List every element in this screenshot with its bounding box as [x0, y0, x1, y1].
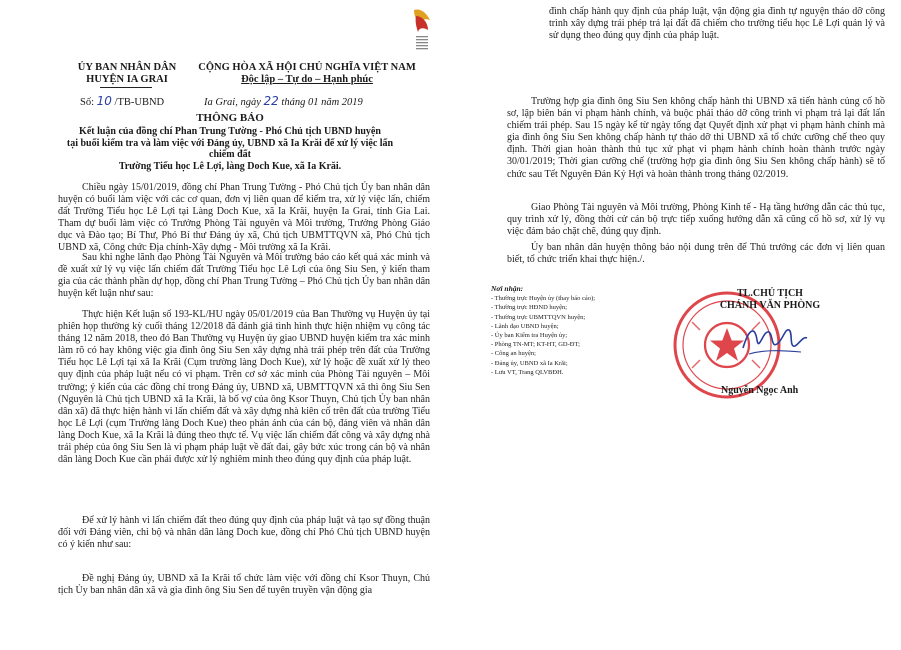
date-prefix: Ia Grai, ngày: [204, 97, 264, 108]
recipient-item: - Thường trực HĐND huyện;: [491, 304, 568, 312]
document-page-1: [0, 0, 450, 650]
signature-icon: [739, 318, 811, 360]
handwritten-day: 22: [263, 94, 279, 108]
nation-name: CỘNG HÒA XÃ HỘI CHỦ NGHĨA VIỆT NAM: [198, 62, 416, 73]
number-prefix: Số:: [80, 97, 97, 108]
document-page-2: [451, 0, 901, 650]
agency-line-1: ỦY BAN NHÂN DÂN: [77, 62, 177, 73]
handwritten-number: 10: [96, 94, 112, 108]
document-subtitle: [64, 126, 396, 172]
body-paragraph: Chiều ngày 15/01/2019, đồng chí Phan Trung Tường - Phó Chủ tịch Ủy ban nhân dân huyện có buổi làm việc với các cơ quan, đơn vị liên quan để kiểm tra, xử lý việc lấn, chiếm đất Trường Tiểu học Lê Lợi tại Làng Doch Kue, xã Ia Krăi, huyện Ia Grai, tỉnh Gia Lai. Tham dự buổi làm việc có Trưởng Phòng Tài nguyên và Môi trường, Trưởng Phòng Giáo dục và Đào tạo; Bí Thư, Phó Bí thư Đảng ủy xã, Chủ tịch UBMTTQVN xã, Phó Chủ tịch UBND xã, Công chức Địa chính-Xây dựng - Môi trường xã Ia Krăi.: [58, 182, 430, 254]
recipients-block: [491, 284, 661, 377]
signer-title-line-1: TL.CHỦ TỊCH: [737, 288, 803, 299]
signer-title-line-2: CHÁNH VĂN PHÒNG: [719, 300, 821, 311]
number-suffix: /TB-UBND: [111, 97, 165, 108]
agency-line-2: HUYỆN IA GRAI: [86, 74, 168, 85]
body-paragraph: Để xử lý hành vi lấn chiếm đất theo đúng quy định của pháp luật và tạo sự đồng thuận đối với Đảng viên, chi bộ và nhân dân làng Doch kue, đồng chí Phó Chủ tịch UBND huyện có ý kiến như sau:: [58, 515, 430, 551]
recipient-item: - Thường trực UBMTTQVN huyện;: [491, 313, 586, 321]
body-paragraph: đình chấp hành quy định của pháp luật, vận động gia đình tự nguyện tháo dỡ công trình xây dựng trái phép trả lại đất đã chiếm cho trường tiểu học Lê Lợi quản lý và sử dụng theo đúng quy định của pháp luật.: [549, 6, 885, 42]
recipient-item: - Lưu VT, Trang QLVBĐH.: [491, 368, 564, 376]
subtitle-line-1: Kết luận của đồng chí Phan Trung Tường - Phó Chủ tịch UBND huyện: [79, 126, 381, 137]
issuing-agency: [66, 62, 188, 86]
header-divider: [100, 87, 152, 88]
national-motto: [192, 62, 422, 86]
recipients-heading: Nơi nhận:: [491, 284, 524, 293]
recipient-item: - Công an huyện;: [491, 350, 536, 358]
document-title: THÔNG BÁO: [196, 112, 264, 124]
recipient-item: - Thường trực Huyện ủy (thay báo cáo);: [491, 295, 596, 303]
body-paragraph: Sau khi nghe lãnh đạo Phòng Tài Nguyên và Môi trường báo cáo kết quả xác minh và đề xuất xử lý vụ việc lấn chiếm đất Trường Tiểu học Lê Lợi của ông Siu Sen, ý kiến tham gia của các thành phần dự họp, đồng chí Phan Trung Tường – Phó Chủ tịch Ủy ban nhân dân huyện kết luận như sau:: [58, 252, 431, 300]
nation-slogan: Độc lập – Tự do – Hạnh phúc: [241, 74, 373, 85]
subtitle-line-2: tại buổi kiểm tra và làm việc với Đảng ủy, UBND xã Ia Krăi để xử lý việc lấn chiếm đất: [66, 137, 394, 160]
recipient-item: - Lãnh đạo UBND huyện;: [491, 322, 559, 330]
recipient-item: - Ủy ban Kiểm tra Huyện ủy;: [491, 332, 568, 340]
body-paragraph: Thực hiện Kết luận số 193-KL/HU ngày 05/01/2019 của Ban Thường vụ Huyện ủy tại phiên họp thường kỳ cuối tháng 12/2018 đã đánh giá tình hình thực hiện nhiệm vụ công tác tháng 12 năm 2018, theo đó Ban Thường vụ Huyện ủy giao UBND huyện kiểm tra xác minh làm rõ có hay không việc gia đình ông Siu Sen xây dựng nhà trái phép trên đất của Trường Tiểu học Lê Lợi tại xã Ia Krăi (Cụm trường làng Doch Kue), xử lý hoặc đề xuất xử lý theo quy định của pháp luật nếu có vi phạm. Trên cơ sở xác minh của Phòng Tài nguyên – Môi trường; ý kiến của các đồng chí trong Đảng ủy, UBND xã, UBMTTQVN xã thì ông Siu Sen (Nguyên là Chủ tịch UBND xã Ia Krăi, là bố vợ của ông Ksor Thuyn, Chủ tịch Ủy ban nhân dân xã) đã thực hiện hành vi lấn chiếm đất và xây dựng nhà kiên cố trên đất của trường Tiểu học Lê Lợi (cụm Trường làng Doch Kue) theo phản ánh của cán bộ, đảng viên và nhân dân làng Doch Kue, xã Ia Krăi là đúng theo thực tế. Vụ việc lấn chiếm đất công và xây dựng nhà trái phép của ông Siu Sen là vi phạm pháp luật về đất đai, gây bức xúc trong cán bộ và nhân dân làng Doch Kue cần phải được xử lý nghiêm minh theo đúng quy định của pháp luật.: [58, 309, 430, 466]
body-paragraph: Giao Phòng Tài nguyên và Môi trường, Phòng Kinh tế - Hạ tầng hướng dẫn các thủ tục, quy trình xử lý, đồng thời cử cán bộ trực tiếp xuống hướng dẫn xã cũng cố hồ sơ, xử lý vụ việc đảm bảo chặt chẽ, đúng quy định.: [507, 202, 885, 238]
signer-title: [695, 288, 845, 312]
recipient-item: - Phòng TN-MT; KT-HT, GD-ĐT;: [491, 341, 580, 349]
body-paragraph: Đề nghị Đảng ủy, UBND xã Ia Krăi tổ chức làm việc với đồng chí Ksor Thuyn, Chủ tịch Ủy ban nhân dân xã và gia đình ông Siu Sen để tuyên truyền vận động gia: [58, 573, 430, 597]
document-date: [204, 94, 363, 108]
date-suffix: tháng 01 năm 2019: [278, 97, 363, 108]
body-paragraph: Ủy ban nhân dân huyện thông báo nội dung trên để Thủ trưởng các đơn vị liên quan biết, tổ chức triển khai thực hiện./.: [507, 242, 885, 266]
subtitle-line-3: Trường Tiểu học Lê Lợi, làng Doch Kue, xã Ia Krăi.: [118, 160, 342, 172]
emblem-logo-icon: [410, 6, 434, 54]
signer-name: Nguyễn Ngọc Anh: [721, 385, 799, 396]
body-paragraph: Trường hợp gia đình ông Siu Sen không chấp hành thì UBND xã tiến hành củng cố hồ sơ, lập biên bản vi phạm hành chính, và buộc phải tháo dỡ công trình vi phạm trả lại đất lấn chiếm trái phép. Sau 15 ngày kể từ ngày tống đạt Quyết định xử phạt vi phạm hành chính mà gia đình ông Siu Sen không chấp hành tự tháo dỡ thì UBND xã tổ chức cưỡng chế theo quy định. Thời gian hoàn thành thủ tục xử phạt vi phạm hành chính hoàn thành trước ngày 30/01/2019; Thời gian cưỡng chế (trường hợp gia đình ông Siu Sen không chấp hành) sẽ tổ chức sau Tết Nguyên Đán Kỷ Hợi và hoàn thành trong tháng 02/2019.: [507, 96, 885, 180]
document-number: [80, 94, 164, 108]
recipient-item: - Đảng ủy, UBND xã Ia Krăi;: [491, 359, 568, 367]
